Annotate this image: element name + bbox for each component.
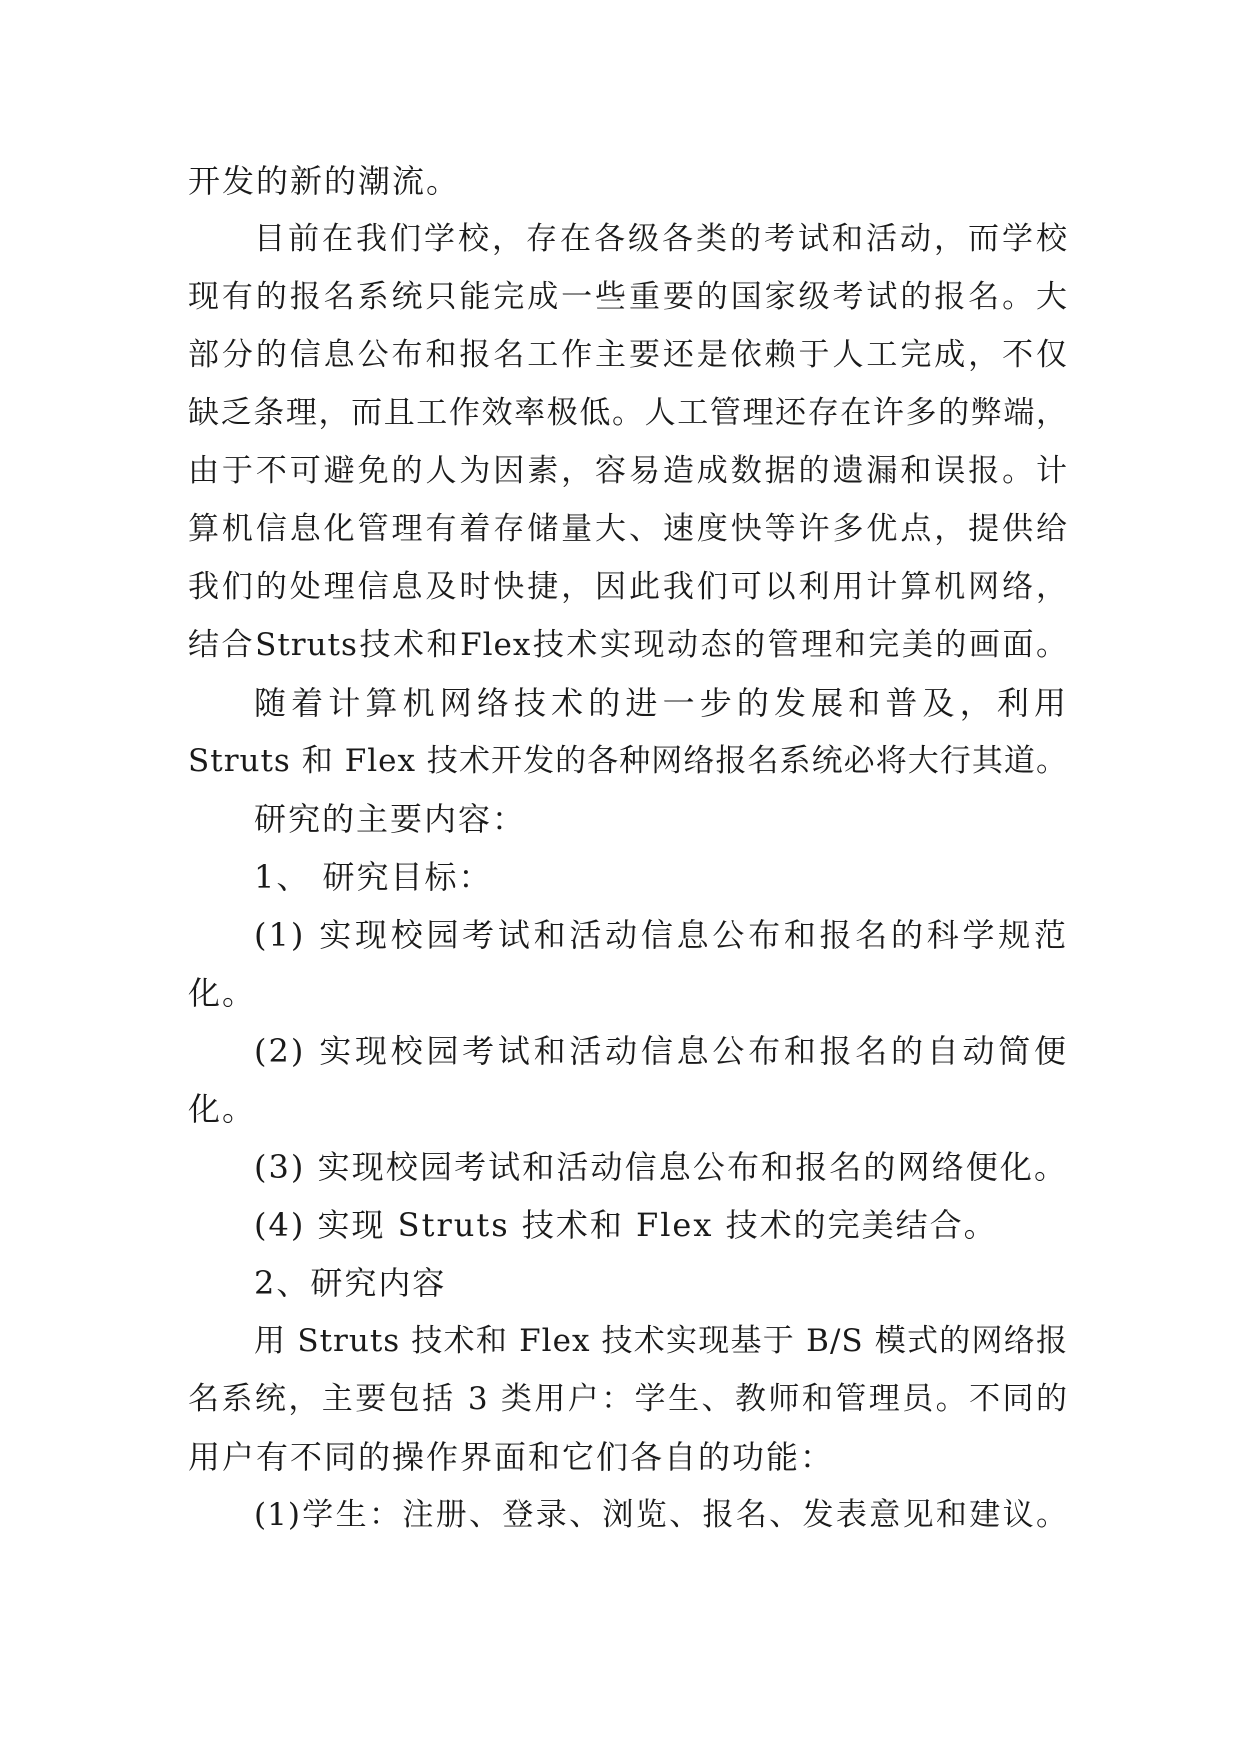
paragraph-line: 开发的新的潮流。 [188,162,461,200]
paragraph-line: 现有的报名系统只能完成一些重要的国家级考试的报名。大 [188,279,1068,315]
paragraph-line: 用户有不同的操作界面和它们各自的功能： [188,1438,835,1476]
section-heading: 研究的主要内容： [254,800,527,838]
list-heading: 2、研究内容 [254,1264,447,1302]
paragraph-line: 随着计算机网络技术的进一步的发展和普及，利用 [254,684,1068,722]
list-item-continuation: 化。 [188,1090,257,1128]
list-item: (1)学生：注册、登录、浏览、报名、发表意见和建议。 [254,1497,1068,1533]
paragraph-line: 部分的信息公布和报名工作主要还是依赖于人工完成，不仅 [188,337,1068,373]
paragraph-line: 结合Struts技术和Flex技术实现动态的管理和完美的画面。 [188,627,1068,663]
paragraph-line: 我们的处理信息及时快捷，因此我们可以利用计算机网络， [188,569,1068,605]
paragraph-line: 名系统，主要包括 3 类用户：学生、教师和管理员。不同的 [188,1381,1068,1417]
list-item: (3) 实现校园考试和活动信息公布和报名的网络便化。 [254,1148,1068,1186]
list-heading: 1、 研究目标： [254,858,493,896]
paragraph-line: 目前在我们学校，存在各级各类的考试和活动，而学校 [254,221,1068,257]
list-item: (2) 实现校园考试和活动信息公布和报名的自动简便 [254,1032,1068,1070]
paragraph-line: Struts 和 Flex 技术开发的各种网络报名系统必将大行其道。 [188,743,1068,779]
list-item-continuation: 化。 [188,974,257,1012]
paragraph-line: 算机信息化管理有着存储量大、速度快等许多优点，提供给 [188,511,1068,547]
paragraph-line: 用 Struts 技术和 Flex 技术实现基于 B/S 模式的网络报 [254,1323,1068,1359]
list-item: (4) 实现 Struts 技术和 Flex 技术的完美结合。 [254,1206,998,1244]
list-item: (1) 实现校园考试和活动信息公布和报名的科学规范 [254,916,1068,954]
paragraph-line: 由于不可避免的人为因素，容易造成数据的遗漏和误报。计 [188,453,1068,489]
paragraph-line: 缺乏条理，而且工作效率极低。人工管理还存在许多的弊端， [188,395,1068,431]
